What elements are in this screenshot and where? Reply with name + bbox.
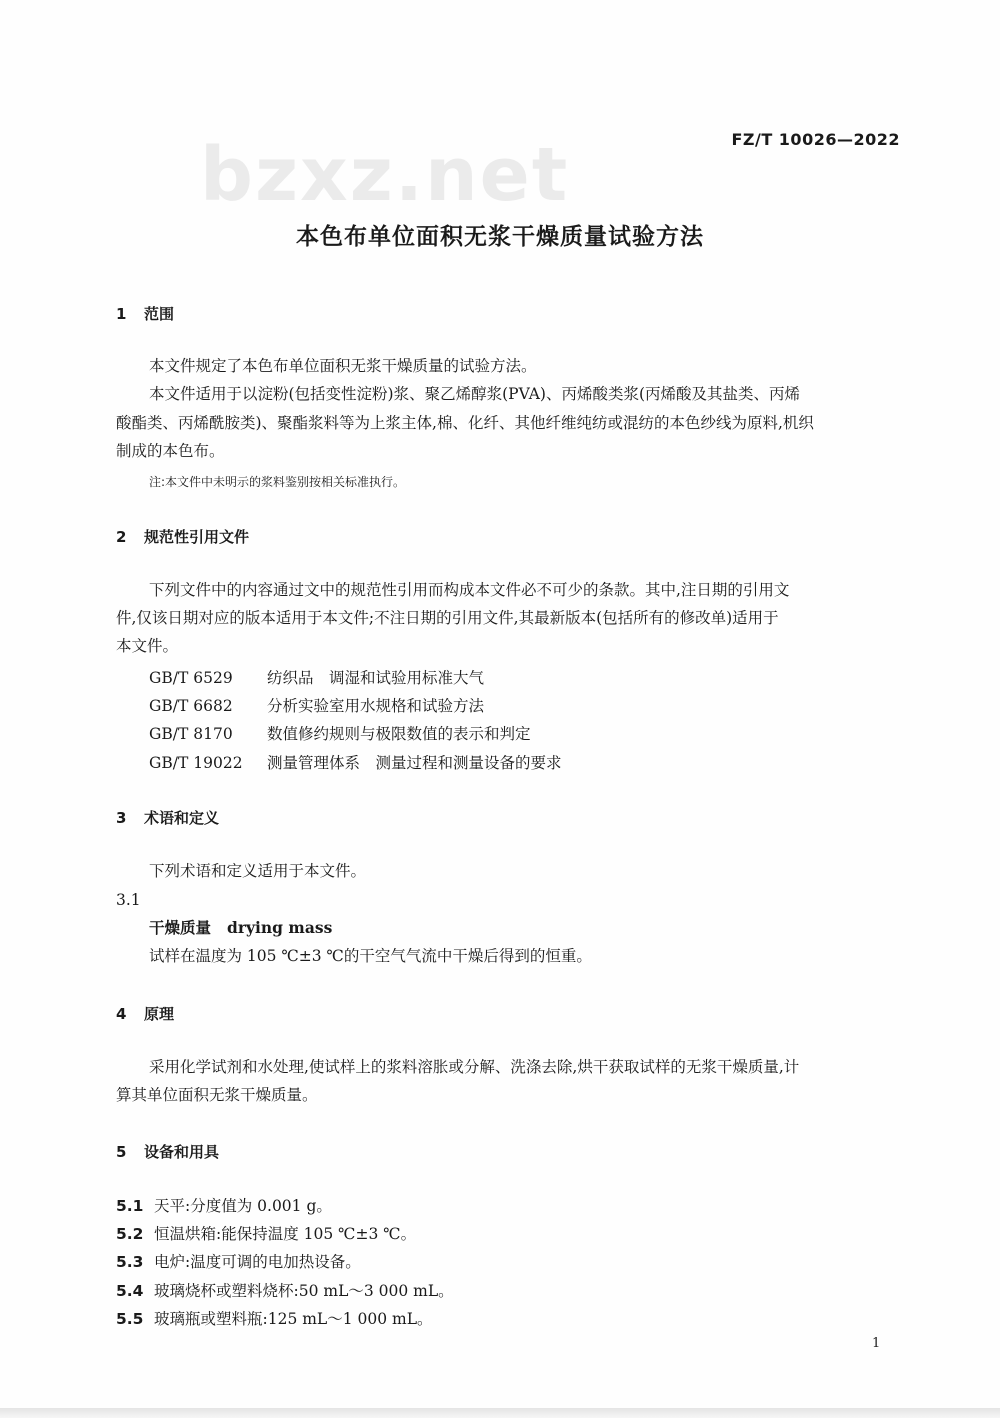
paragraph-line: 件,仅该日期对应的版本适用于本文件;不注日期的引用文件,其最新版本(包括所有的修改单)适用于 xyxy=(116,609,779,627)
subclause-number: 3.1 xyxy=(116,891,141,909)
section-4-heading xyxy=(116,1003,174,1024)
equipment-item xyxy=(116,1279,454,1301)
reference-title: 测量管理体系 测量过程和测量设备的要求 xyxy=(267,754,562,772)
term-definition: 试样在温度为 105 ℃±3 ℃的干空气气流中干燥后得到的恒重。 xyxy=(149,947,592,965)
reference-code: GB/T 8170 xyxy=(149,725,233,743)
reference-item xyxy=(149,722,531,744)
document-title: 本色布单位面积无浆干燥质量试验方法 xyxy=(296,224,704,250)
section-title: 规范性引用文件 xyxy=(144,528,250,546)
item-text: 恒温烘箱:能保持温度 105 ℃±3 ℃。 xyxy=(154,1225,417,1243)
item-number: 5.5 xyxy=(116,1310,144,1328)
section-number: 2 xyxy=(116,528,127,546)
page-edge-shadow xyxy=(0,1408,1000,1418)
section-title: 原理 xyxy=(144,1005,175,1023)
section-number: 4 xyxy=(116,1005,127,1023)
section-5-heading xyxy=(116,1141,219,1162)
section-1-heading xyxy=(116,303,174,324)
equipment-item xyxy=(116,1194,332,1216)
section-3-heading xyxy=(116,807,219,828)
item-text: 天平:分度值为 0.001 g。 xyxy=(154,1197,332,1215)
reference-item xyxy=(149,751,562,773)
item-text: 电炉:温度可调的电加热设备。 xyxy=(154,1253,361,1271)
section-title: 设备和用具 xyxy=(144,1143,220,1161)
paragraph: 本文件规定了本色布单位面积无浆干燥质量的试验方法。 xyxy=(149,357,537,375)
section-2-heading xyxy=(116,526,249,547)
item-number: 5.2 xyxy=(116,1225,144,1243)
item-number: 5.1 xyxy=(116,1197,144,1215)
paragraph-line: 采用化学试剂和水处理,使试样上的浆料溶胀或分解、洗涤去除,烘干获取试样的无浆干燥质量,计 xyxy=(149,1058,800,1076)
paragraph-line: 制成的本色布。 xyxy=(116,442,225,460)
standard-code: FZ/T 10026—2022 xyxy=(731,130,900,149)
paragraph-line: 酸酯类、丙烯酰胺类)、聚酯浆料等为上浆主体,棉、化纤、其他纤维纯纺或混纺的本色纱线为原料,机织 xyxy=(116,414,814,432)
paragraph-line: 下列文件中的内容通过文中的规范性引用而构成本文件必不可少的条款。其中,注日期的引用文 xyxy=(149,581,790,599)
section-number: 3 xyxy=(116,809,127,827)
section-number: 1 xyxy=(116,305,127,323)
reference-item xyxy=(149,694,484,716)
reference-code: GB/T 6529 xyxy=(149,669,233,687)
reference-code: GB/T 6682 xyxy=(149,697,233,715)
term-english: drying mass xyxy=(227,918,333,937)
paragraph-line: 本文件。 xyxy=(116,637,179,655)
item-number: 5.3 xyxy=(116,1253,144,1271)
reference-title: 分析实验室用水规格和试验方法 xyxy=(267,697,485,715)
equipment-item xyxy=(116,1250,361,1272)
equipment-item xyxy=(116,1222,416,1244)
section-number: 5 xyxy=(116,1143,127,1161)
term-chinese: 干燥质量 xyxy=(149,919,212,937)
paragraph-line: 算其单位面积无浆干燥质量。 xyxy=(116,1086,318,1104)
note: 注:本文件中未明示的浆料鉴别按相关标准执行。 xyxy=(149,475,406,489)
section-title: 范围 xyxy=(144,305,175,323)
section-title: 术语和定义 xyxy=(144,809,220,827)
item-text: 玻璃瓶或塑料瓶:125 mL～1 000 mL。 xyxy=(154,1310,433,1328)
item-text: 玻璃烧杯或塑料烧杯:50 mL～3 000 mL。 xyxy=(154,1282,454,1300)
reference-title: 数值修约规则与极限数值的表示和判定 xyxy=(267,725,531,743)
item-number: 5.4 xyxy=(116,1282,144,1300)
paragraph-line: 本文件适用于以淀粉(包括变性淀粉)浆、聚乙烯醇浆(PVA)、丙烯酸类浆(丙烯酸及其盐类、丙烯 xyxy=(149,385,801,403)
watermark-text: bzxz.net xyxy=(200,132,570,218)
page-number: 1 xyxy=(872,1336,881,1351)
term-entry xyxy=(149,914,332,942)
paragraph: 下列术语和定义适用于本文件。 xyxy=(149,862,367,880)
reference-code: GB/T 19022 xyxy=(149,754,243,772)
equipment-item xyxy=(116,1307,433,1329)
reference-title: 纺织品 调湿和试验用标准大气 xyxy=(267,669,485,687)
reference-item xyxy=(149,666,484,688)
